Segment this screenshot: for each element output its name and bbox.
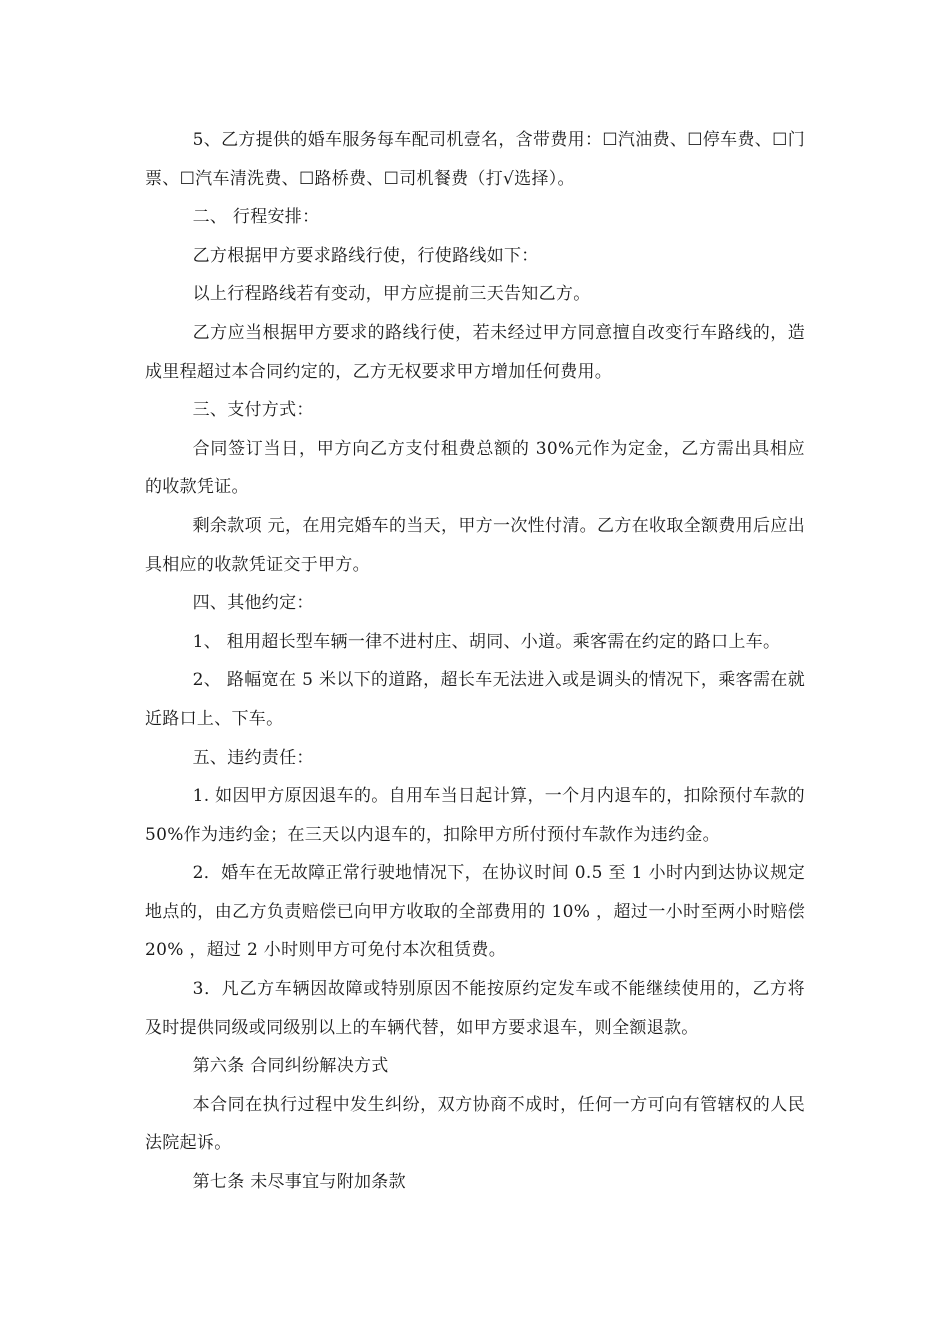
payment-deposit: 合同签订当日，甲方向乙方支付租费总额的 30%元作为定金，乙方需出具相应的收款凭证。 [145,438,805,498]
other-term-1: 1、 租用超长型车辆一律不进村庄、胡同、小道。乘客需在约定的路口上车。 [192,631,781,652]
other-term-2: 2、 路幅宽在 5 米以下的道路，超长车无法进入或是调头的情况下，乘客需在就近路口上、下车。 [145,670,805,729]
heading-payment: 三、支付方式： [192,400,314,421]
clause-5-services: 5、乙方提供的婚车服务每车配司机壹名，含带费用：☐汽油费、☐停车费、☐门票、☐汽车清洗费、☐路桥费、☐司机餐费（打√选择）。 [145,130,805,189]
article-6-text: 本合同在执行过程中发生纠纷，双方协商不成时，任何一方可向有管辖权的人民法院起诉。 [145,1094,805,1154]
breach-term-3: 3．凡乙方车辆因故障或特别原因不能按原约定发车或不能继续使用的，乙方将及时提供同级或同级别以上的车辆代替，如甲方要求退车，则全额退款。 [145,979,805,1038]
heading-itinerary: 二、 行程安排： [192,207,320,228]
article-7-heading: 第七条 未尽事宜与附加条款 [192,1172,406,1193]
payment-balance: 剩余款项 元，在用完婚车的当天，甲方一次性付清。乙方在收取全额费用后应出具相应的收款凭证交于甲方。 [145,515,805,575]
document-body [145,121,805,1202]
itinerary-route-rule: 乙方应当根据甲方要求的路线行使，若未经过甲方同意擅自改变行车路线的，造成里程超过本合同约定的，乙方无权要求甲方增加任何费用。 [145,322,805,382]
heading-breach: 五、违约责任： [192,747,314,768]
itinerary-route: 乙方根据甲方要求路线行使，行使路线如下： [192,245,539,266]
itinerary-change-notice: 以上行程路线若有变动，甲方应提前三天告知乙方。 [192,284,591,305]
breach-term-2: 2．婚车在无故障正常行驶地情况下，在协议时间 0.5 至 1 小时内到达协议规定地点的，由乙方负责赔偿已向甲方收取的全部费用的 10% ，超过一小时至两小时赔偿 20% ，超过 2 小时则甲方可免付本次租赁费。 [145,863,805,961]
breach-term-1: 1. 如因甲方原因退车的。自用车当日起计算，一个月内退车的，扣除预付车款的 50%作为违约金；在三天以内退车的，扣除甲方所付预付车款作为违约金。 [145,786,805,845]
article-6-heading: 第六条 合同纠纷解决方式 [192,1056,389,1077]
heading-other-terms: 四、其他约定： [192,593,314,614]
